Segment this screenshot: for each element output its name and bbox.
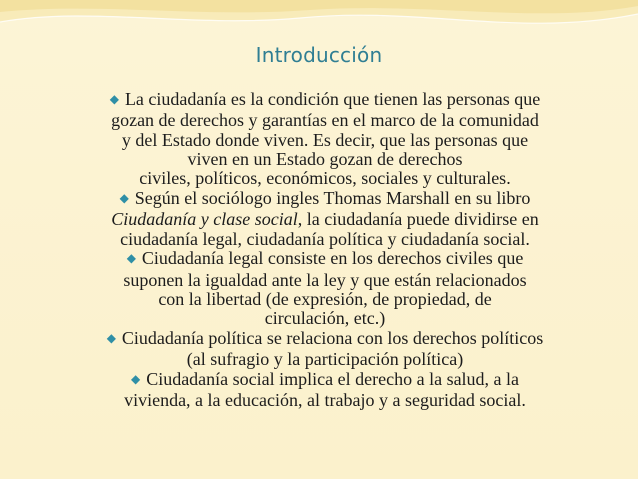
book-title: Ciudadanía y clase social bbox=[111, 209, 298, 230]
paragraph-ciudadania-politica bbox=[30, 329, 620, 370]
diamond-bullet-icon: ◆ bbox=[106, 331, 116, 346]
text-line: La ciudadanía es la condición que tienen las personas que bbox=[124, 89, 541, 109]
text-line: Según el sociólogo ingles Thomas Marshall en su libro bbox=[134, 187, 531, 208]
text-line: (al sufragio y la participación política) bbox=[186, 349, 464, 370]
diamond-bullet-icon: ◆ bbox=[130, 372, 141, 387]
diamond-bullet-icon: ◆ bbox=[126, 251, 136, 266]
text-line: y del Estado donde viven. Es decir, que las personas que bbox=[121, 129, 529, 150]
text-line: Ciudadanía política se relaciona con los derechos políticos bbox=[121, 328, 544, 349]
text-line: viven en un Estado gozan de derechos bbox=[187, 148, 463, 169]
text-line: circulación, etc.) bbox=[264, 308, 386, 329]
text-line: civiles, políticos, económicos, sociales y culturales. bbox=[139, 168, 511, 189]
text-line: con la libertad (de expresión, de propiedad, de bbox=[158, 288, 492, 309]
paragraph-ciudadania bbox=[30, 90, 620, 188]
text-line: vivienda, a la educación, al trabajo y a seguridad social. bbox=[124, 390, 526, 411]
text-line: , la ciudadanía puede dividirse en bbox=[297, 209, 539, 230]
paragraph-ciudadania-legal bbox=[30, 249, 620, 328]
paragraph-ciudadania-social bbox=[30, 370, 620, 411]
slide-body bbox=[30, 90, 620, 411]
diamond-bullet-icon: ◆ bbox=[109, 92, 119, 106]
diamond-bullet-icon: ◆ bbox=[119, 190, 129, 205]
text-line: gozan de derechos y garantías en el marco de la comunidad bbox=[111, 110, 539, 131]
text-line: Ciudadanía legal consiste en los derechos civiles que bbox=[141, 248, 524, 269]
text-line: suponen la igualdad ante la ley y que están relacionados bbox=[123, 269, 527, 290]
paragraph-marshall bbox=[30, 189, 620, 249]
text-line: ciudadanía legal, ciudadanía política y ciudadanía social. bbox=[120, 228, 530, 249]
page-title: Introducción bbox=[255, 43, 383, 67]
text-line: Ciudadanía social implica el derecho a la salud, a la bbox=[146, 369, 520, 390]
